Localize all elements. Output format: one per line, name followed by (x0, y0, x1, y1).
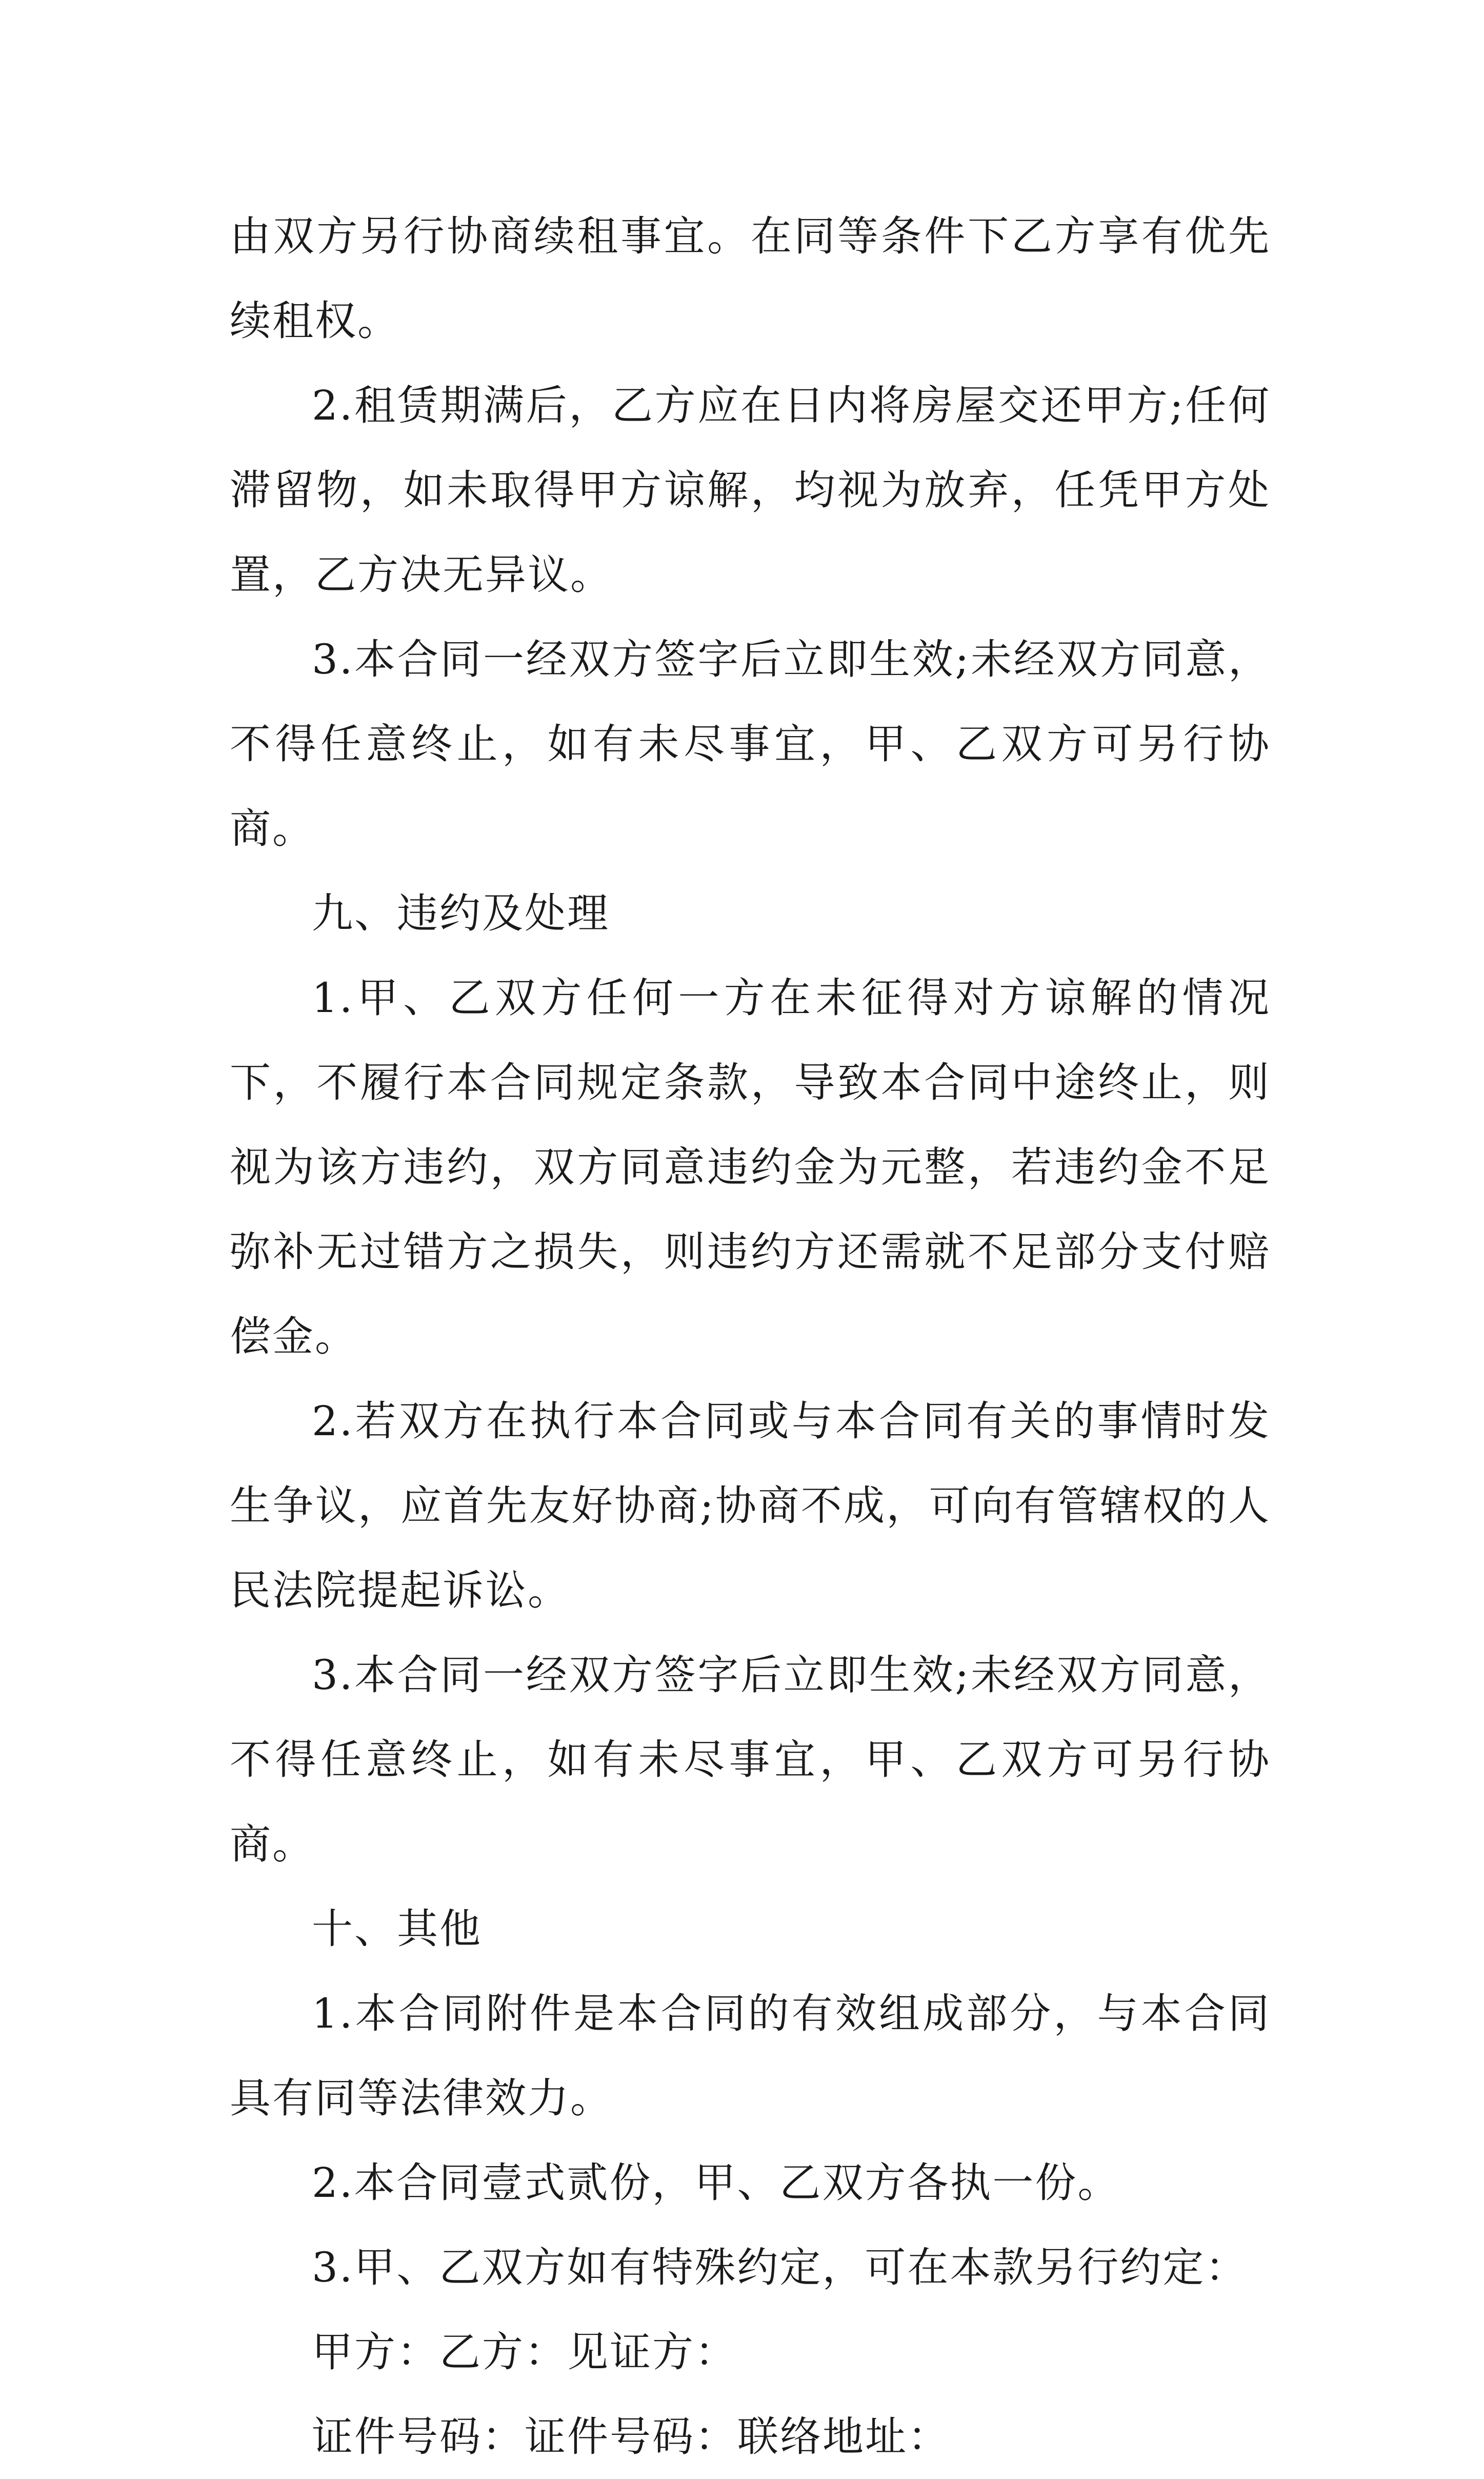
section-heading-other: 十、其他 (312, 1905, 482, 1953)
paragraph-clause-8-3: 3.本合同一经双方签字后立即生效;未经双方同意，不得任意终止，如有未尽事宜，甲、乙双方可另行协商。 (230, 636, 1271, 852)
paragraph-clause-8-2: 2.租赁期满后，乙方应在日内将房屋交还甲方;任何滞留物，如未取得甲方谅解，均视为放弃，任凭甲方处置，乙方决无异议。 (230, 382, 1271, 599)
paragraph-clause-10-3: 3.甲、乙双方如有特殊约定，可在本款另行约定： (312, 2244, 1248, 2291)
paragraph-clause-9-1: 1.甲、乙双方任何一方在未征得对方谅解的情况下，不履行本合同规定条款，导致本合同中途终止，则视为该方违约，双方同意违约金为元整，若违约金不足弥补无过错方之损失，则违约方还需就不足部分支付赔偿金。 (230, 974, 1271, 1360)
paragraph-clause-10-2: 2.本合同壹式贰份，甲、乙双方各执一份。 (312, 2159, 1120, 2207)
paragraph-clause-9-3: 3.本合同一经双方签字后立即生效;未经双方同意，不得任意终止，如有未尽事宜，甲、乙双方可另行协商。 (230, 1651, 1271, 1868)
section-heading-breach: 九、违约及处理 (312, 889, 610, 937)
paragraph-clause-9-2: 2.若双方在执行本合同或与本合同有关的事情时发生争议，应首先友好协商;协商不成，可向有管辖权的人民法院提起诉讼。 (230, 1397, 1271, 1614)
paragraph-clause-10-1: 1.本合同附件是本合同的有效组成部分，与本合同具有同等法律效力。 (230, 1990, 1271, 2122)
document-body (230, 194, 1271, 2479)
paragraph-lease-renewal: 由双方另行协商续租事宜。在同等条件下乙方享有优先续租权。 (230, 212, 1271, 345)
signature-id-line: 证件号码：证件号码：联络地址： (312, 2413, 950, 2461)
signature-parties-line: 甲方：乙方：见证方： (312, 2328, 737, 2376)
